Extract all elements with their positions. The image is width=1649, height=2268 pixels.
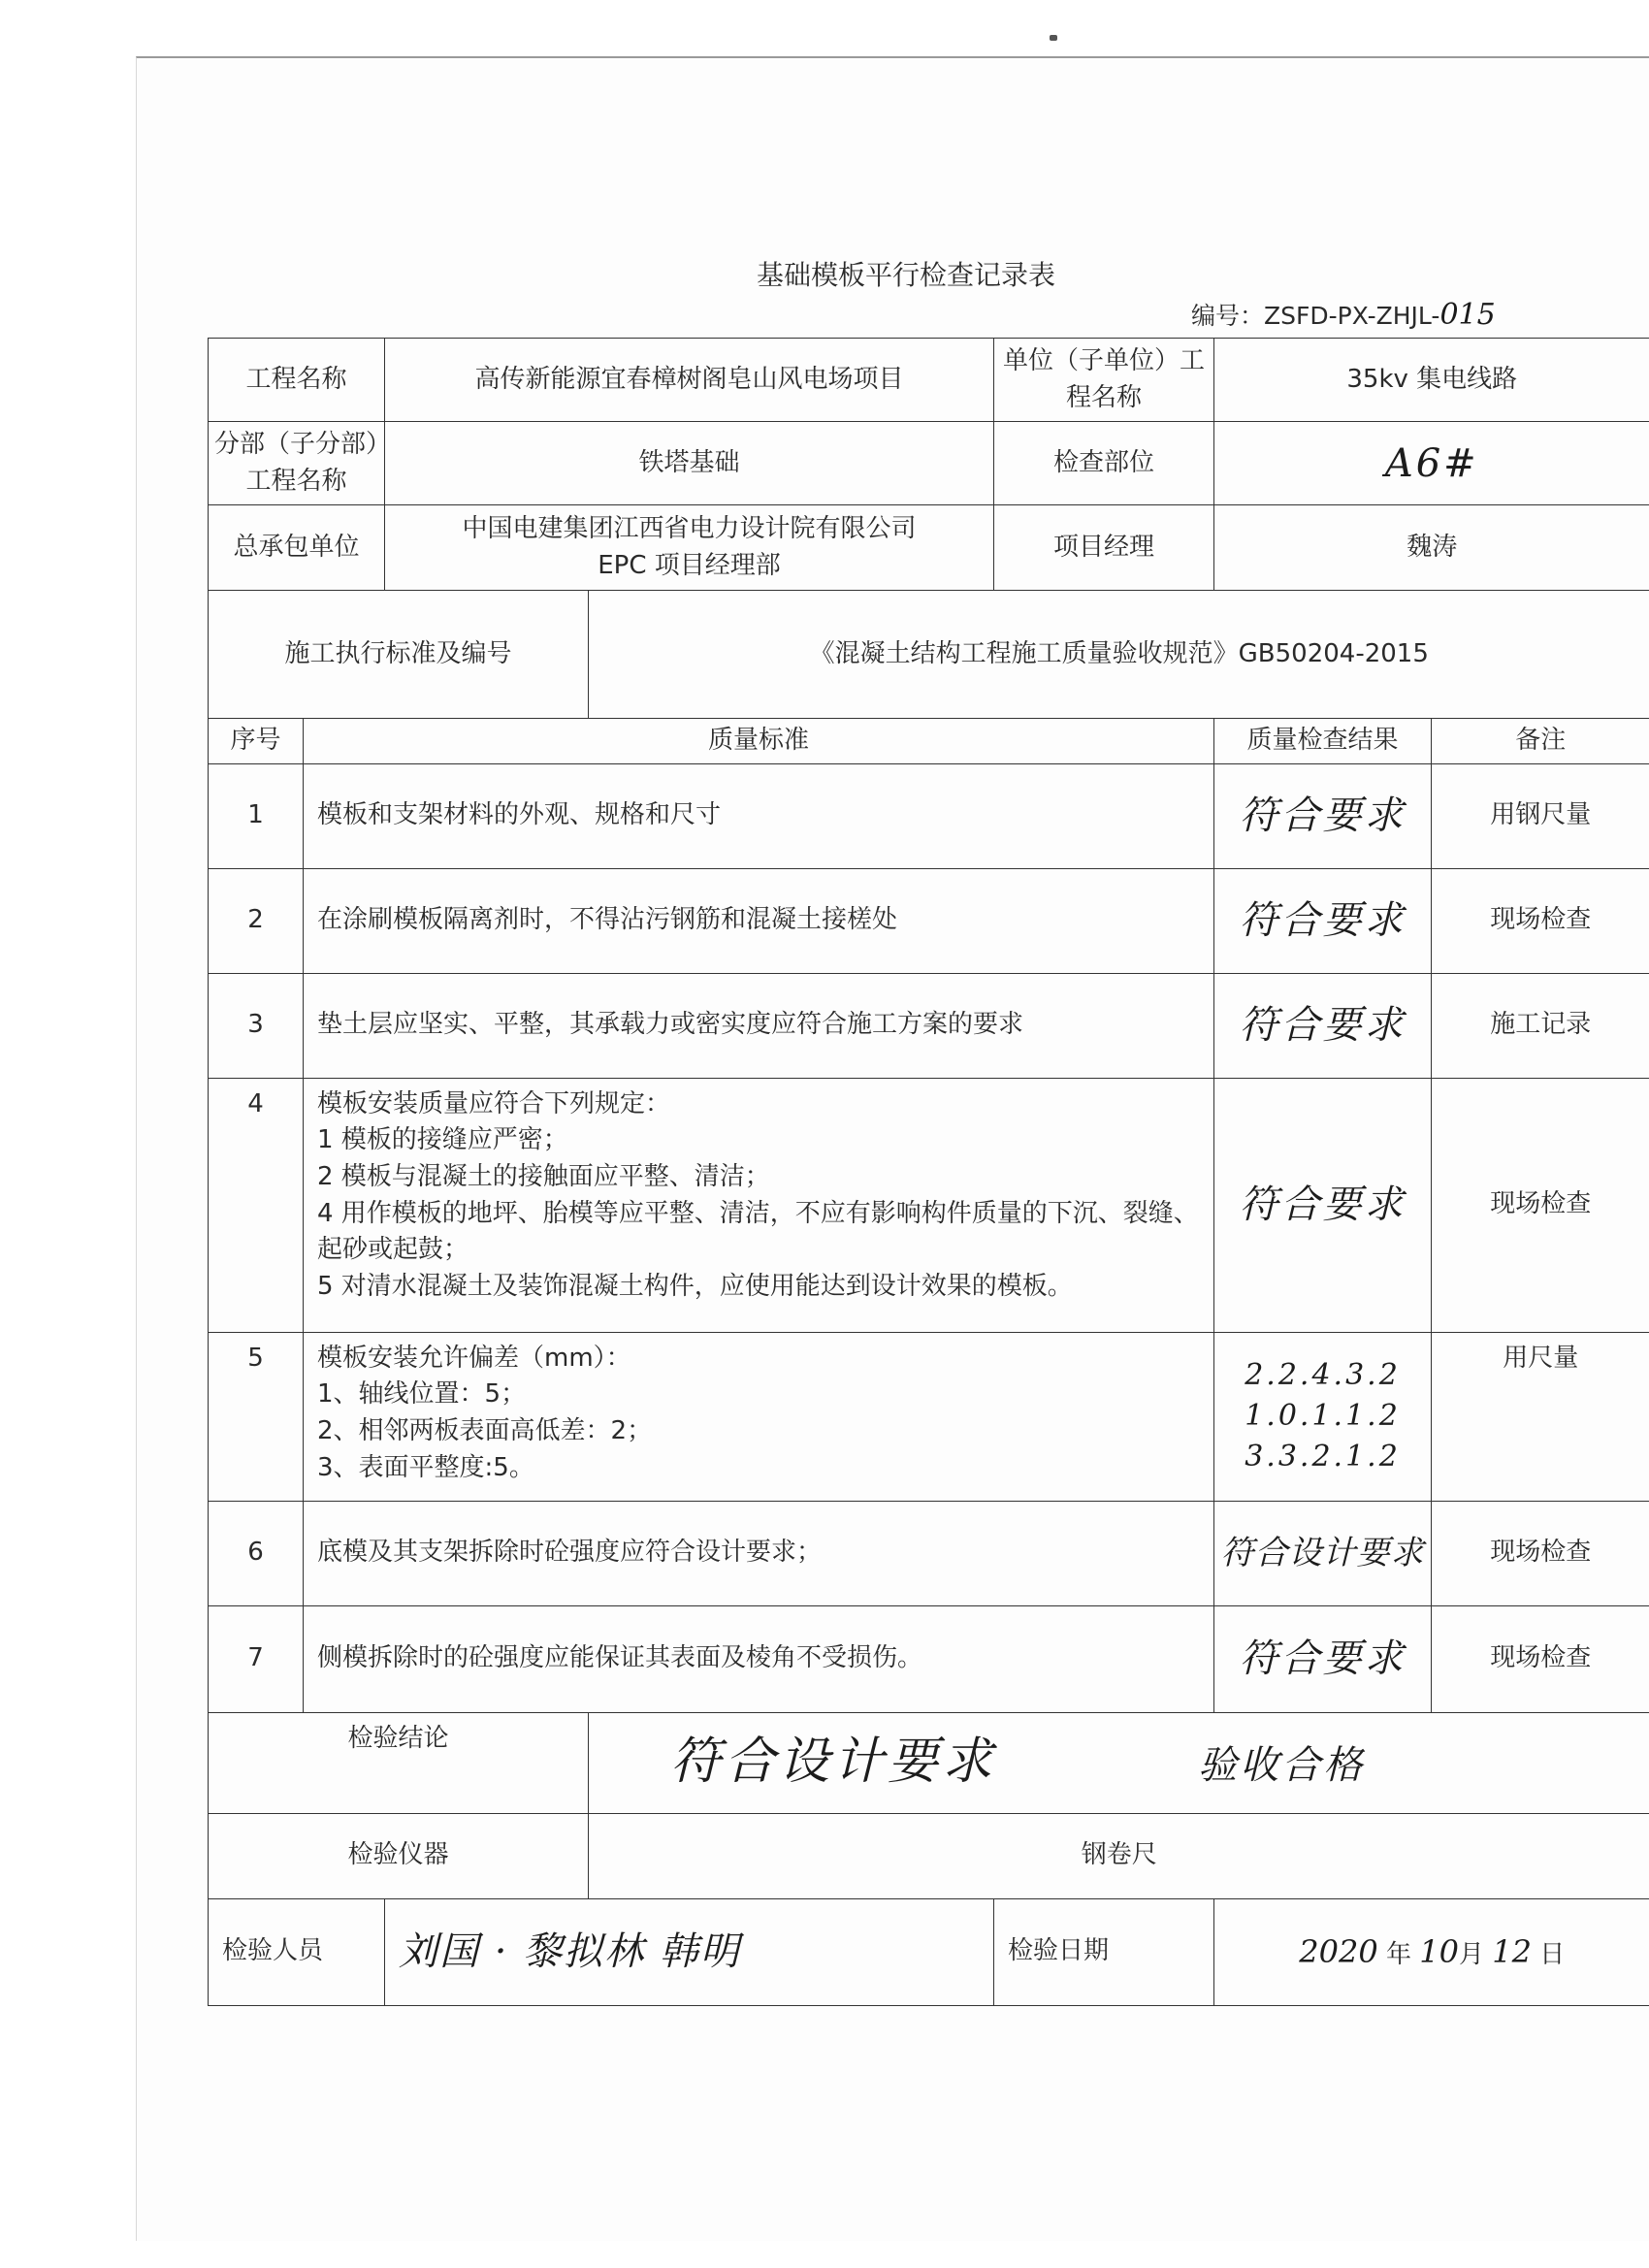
row-column-headers	[209, 719, 1649, 764]
document-title: 基础模板平行检查记录表	[757, 259, 1056, 291]
inspectors-cell	[385, 1898, 994, 2005]
manager-label: 项目经理	[994, 505, 1214, 591]
date-label: 检验日期	[994, 1898, 1214, 2005]
scan-speck	[1050, 35, 1057, 41]
inspect-part-cell	[1214, 422, 1649, 505]
item-standard-line: 2、相邻两板表面高低差：2；	[317, 1416, 653, 1446]
item-no: 4	[209, 1078, 304, 1332]
item-remark: 现场检查	[1432, 1605, 1649, 1712]
subdivision-label: 分部（子分部）工程名称	[209, 422, 385, 505]
row-conclusion	[209, 1712, 1649, 1813]
inspection-table	[208, 338, 1649, 2006]
item-standard-line: 模板安装质量应符合下列规定：	[317, 1088, 671, 1118]
item-no: 2	[209, 868, 304, 973]
item-standard: 垫土层应坚实、平整，其承载力或密实度应符合施工方案的要求	[304, 973, 1214, 1078]
project-name-value: 高传新能源宜春樟树阁皂山风电场项目	[385, 339, 994, 422]
item-standard: 底模及其支架拆除时砼强度应符合设计要求；	[304, 1501, 1214, 1605]
instrument-value: 钢卷尺	[589, 1813, 1649, 1898]
item-remark: 用尺量	[1432, 1332, 1649, 1501]
item-standard: 模板和支架材料的外观、规格和尺寸	[304, 763, 1214, 868]
item-no: 3	[209, 973, 304, 1078]
date-day-unit: 日	[1539, 1939, 1566, 1969]
item-standard	[304, 1332, 1214, 1501]
unit-value: 35kv 集电线路	[1214, 339, 1649, 422]
col-header-result: 质量检查结果	[1214, 719, 1432, 764]
serial-label: 编号：ZSFD-PX-ZHJL-	[1191, 302, 1440, 330]
inspect-part-label: 检查部位	[994, 422, 1214, 505]
conclusion-cell	[589, 1712, 1649, 1813]
item-result-handwritten: 符合要求	[1239, 898, 1406, 944]
item-row-7	[209, 1605, 1649, 1712]
item-no: 5	[209, 1332, 304, 1501]
date-day-handwritten: 12	[1492, 1932, 1532, 1970]
item-result-cell	[1214, 1501, 1432, 1605]
item-standard: 侧模拆除时的砼强度应能保证其表面及棱角不受损伤。	[304, 1605, 1214, 1712]
item-result-cell	[1214, 1078, 1432, 1332]
row-instrument	[209, 1813, 1649, 1898]
item-standard-line: 2 模板与混凝土的接触面应平整、清洁；	[317, 1162, 770, 1192]
item-row-3	[209, 973, 1649, 1078]
unit-label: 单位（子单位）工程名称	[994, 339, 1214, 422]
item-result-cell	[1214, 763, 1432, 868]
standard-value: 《混凝土结构工程施工质量验收规范》GB50204-2015	[589, 591, 1649, 719]
serial-handwritten: 015	[1439, 298, 1496, 332]
item-standard-line: 模板安装允许偏差（mm）：	[317, 1343, 631, 1373]
item-remark: 施工记录	[1432, 973, 1649, 1078]
item-standard-line: 1、轴线位置：5；	[317, 1379, 527, 1409]
col-header-no: 序号	[209, 719, 304, 764]
manager-value: 魏涛	[1214, 505, 1649, 591]
item-result-handwritten-line: 3.3.2.1.2	[1245, 1440, 1401, 1474]
item-remark: 现场检查	[1432, 868, 1649, 973]
conclusion-label: 检验结论	[209, 1712, 589, 1813]
contractor-line1: 中国电建集团江西省电力设计院有限公司	[462, 513, 917, 543]
date-cell	[1214, 1898, 1649, 2005]
serial-number	[1191, 297, 1496, 332]
item-remark: 现场检查	[1432, 1501, 1649, 1605]
inspectors-handwritten: 刘国 · 黎拟林 韩明	[399, 1929, 741, 1975]
contractor-cell	[385, 505, 994, 591]
item-result-handwritten: 符合要求	[1239, 1003, 1406, 1049]
item-standard-line: 3、表面平整度:5。	[317, 1452, 534, 1482]
item-remark: 现场检查	[1432, 1078, 1649, 1332]
item-result-cell	[1214, 1332, 1432, 1501]
row-standard	[209, 591, 1649, 719]
date-month-handwritten: 10	[1419, 1932, 1459, 1970]
item-result-handwritten-line: 1.0.1.1.2	[1245, 1399, 1401, 1434]
standard-label: 施工执行标准及编号	[209, 591, 589, 719]
item-standard-line: 4 用作模板的地坪、胎模等应平整、清洁，不应有影响构件质量的下沉、裂缝、起砂或起鼓；	[317, 1198, 1199, 1265]
item-result-handwritten-line: 2.2.4.3.2	[1245, 1358, 1401, 1393]
inspect-part-handwritten: A6#	[1384, 440, 1479, 486]
item-row-1	[209, 763, 1649, 868]
item-row-6	[209, 1501, 1649, 1605]
item-result-cell	[1214, 868, 1432, 973]
contractor-label: 总承包单位	[209, 505, 385, 591]
conclusion-handwritten: 符合设计要求	[670, 1733, 997, 1792]
item-result-cell	[1214, 1605, 1432, 1712]
item-no: 1	[209, 763, 304, 868]
conclusion-handwritten-note: 验收合格	[1198, 1743, 1366, 1789]
item-row-2	[209, 868, 1649, 973]
item-standard: 在涂刷模板隔离剂时，不得沾污钢筋和混凝土接槎处	[304, 868, 1214, 973]
date-year-handwritten: 2020	[1299, 1932, 1378, 1970]
item-no: 6	[209, 1501, 304, 1605]
subdivision-value: 铁塔基础	[385, 422, 994, 505]
row-subdivision	[209, 422, 1649, 505]
contractor-line2: EPC 项目经理部	[598, 550, 781, 580]
date-month-unit: 月	[1458, 1939, 1484, 1969]
item-standard-line: 5 对清水混凝土及装饰混凝土构件，应使用能达到设计效果的模板。	[317, 1272, 1073, 1302]
item-remark: 用钢尺量	[1432, 763, 1649, 868]
item-result-handwritten: 符合要求	[1239, 1183, 1406, 1228]
col-header-standard: 质量标准	[304, 719, 1214, 764]
item-result-handwritten: 符合要求	[1239, 794, 1406, 839]
date-year-unit: 年	[1385, 1939, 1411, 1969]
item-result-cell	[1214, 973, 1432, 1078]
instrument-label: 检验仪器	[209, 1813, 589, 1898]
item-row-5	[209, 1332, 1649, 1501]
item-no: 7	[209, 1605, 304, 1712]
row-inspectors	[209, 1898, 1649, 2005]
item-result-handwritten: 符合设计要求	[1220, 1533, 1425, 1572]
item-standard	[304, 1078, 1214, 1332]
project-name-label: 工程名称	[209, 339, 385, 422]
row-contractor	[209, 505, 1649, 591]
item-result-handwritten: 符合要求	[1239, 1636, 1406, 1682]
item-standard-line: 1 模板的接缝应严密；	[317, 1125, 568, 1155]
row-project-name	[209, 339, 1649, 422]
col-header-remark: 备注	[1432, 719, 1649, 764]
inspectors-label: 检验人员	[209, 1898, 385, 2005]
item-row-4	[209, 1078, 1649, 1332]
